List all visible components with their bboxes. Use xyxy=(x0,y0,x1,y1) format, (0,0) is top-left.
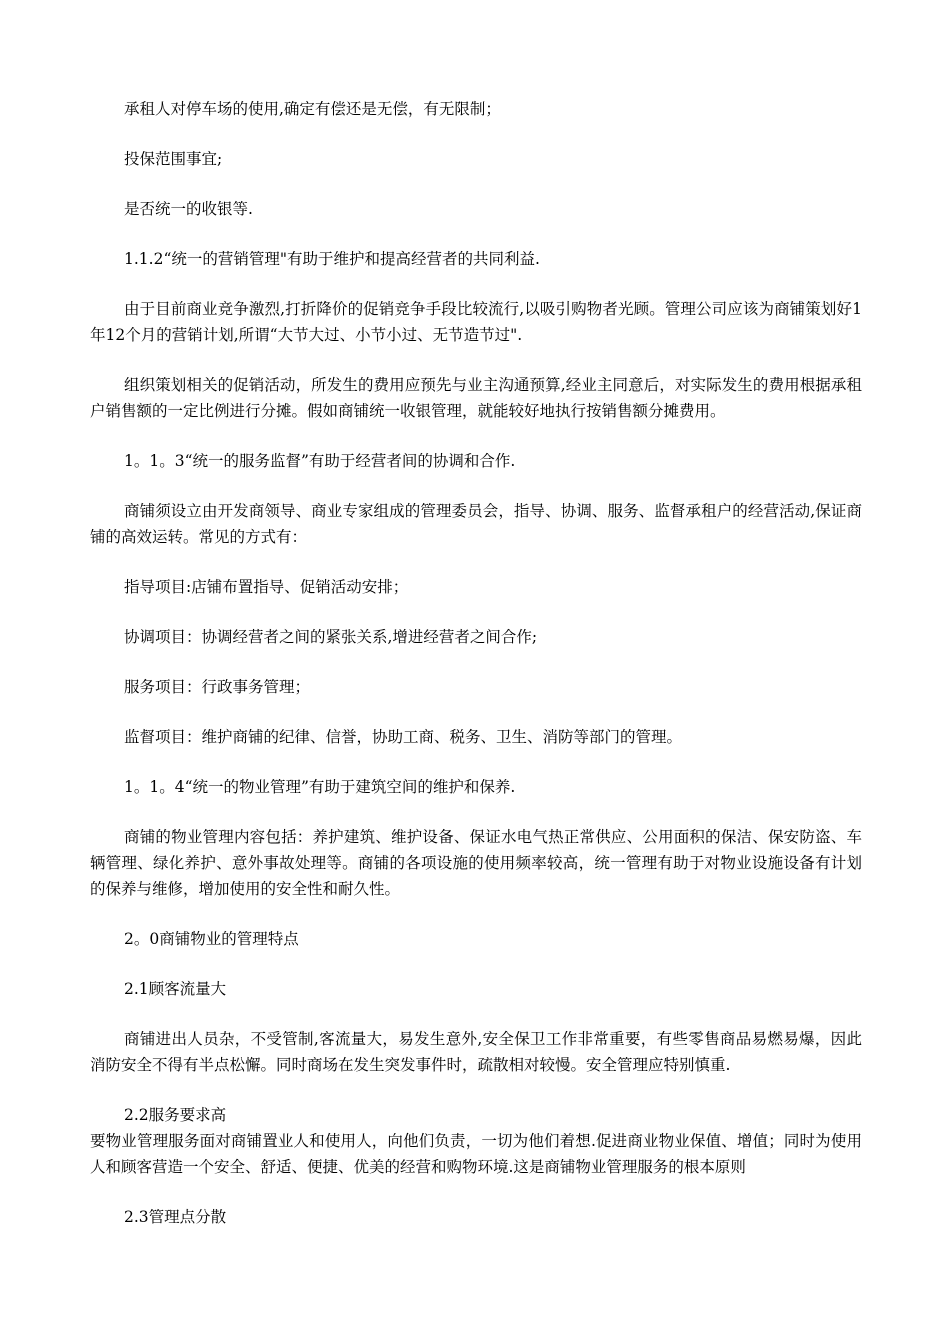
paragraph-service-requirements: 要物业管理服务面对商铺置业人和使用人，向他们负责，一切为他们着想.促进商业物业保值、增值；同时为使用人和顾客营造一个安全、舒适、便捷、优美的经营和购物环境.这是商铺物业管理服务的根本原则 xyxy=(90,1132,862,1176)
paragraph-service: 服务项目：行政事务管理； xyxy=(124,678,311,696)
heading-2-0: 2。0商铺物业的管理特点 xyxy=(124,930,299,948)
paragraph-guidance: 指导项目:店铺布置指导、促销活动安排； xyxy=(124,578,409,596)
heading-1-1-2: 1.1.2“统一的营销管理"有助于维护和提高经营者的共同利益. xyxy=(124,250,540,268)
paragraph-committee: 商铺须设立由开发商领导、商业专家组成的管理委员会，指导、协调、服务、监督承租户的经营活动,保证商铺的高效运转。常见的方式有： xyxy=(90,502,862,546)
paragraph-coordination: 协调项目：协调经营者之间的紧张关系,增进经营者之间合作; xyxy=(124,628,538,646)
paragraph-promotion: 组织策划相关的促销活动，所发生的费用应预先与业主沟通预算,经业主同意后，对实际发生的费用根据承租户销售额的一定比例进行分摊。假如商铺统一收银管理，就能较好地执行按销售额分摊费用。 xyxy=(90,376,862,420)
heading-2-1: 2.1顾客流量大 xyxy=(124,980,227,998)
paragraph-supervision: 监督项目：维护商铺的纪律、信誉，协助工商、税务、卫生、消防等部门的管理。 xyxy=(124,728,683,746)
paragraph-cashier: 是否统一的收银等. xyxy=(124,200,253,218)
heading-1-1-4: 1。1。4“统一的物业管理”有助于建筑空间的维护和保养. xyxy=(124,778,516,796)
heading-2-3: 2.3管理点分散 xyxy=(124,1208,227,1226)
heading-1-1-3: 1。1。3“统一的服务监督”有助于经营者间的协调和合作. xyxy=(124,452,516,470)
paragraph-traffic: 商铺进出人员杂，不受管制,客流量大，易发生意外,安全保卫工作非常重要，有些零售商品易燃易爆，因此消防安全不得有半点松懈。同时商场在发生突发事件时，疏散相对较慢。安全管理应特别慎重. xyxy=(90,1030,862,1074)
paragraph-parking: 承租人对停车场的使用,确定有偿还是无偿，有无限制； xyxy=(124,100,501,118)
paragraph-property-management: 商铺的物业管理内容包括：养护建筑、维护设备、保证水电气热正常供应、公用面积的保洁、保安防盗、车辆管理、绿化养护、意外事故处理等。商铺的各项设施的使用频率较高，统一管理有助于对物业设施设备有计划的保养与维修，增加使用的安全性和耐久性。 xyxy=(90,828,862,898)
heading-2-2: 2.2服务要求高 xyxy=(124,1106,227,1124)
paragraph-insurance: 投保范围事宜; xyxy=(124,150,223,168)
paragraph-marketing: 由于目前商业竞争激烈,打折降价的促销竞争手段比较流行,以吸引购物者光顾。管理公司应该为商铺策划好1年12个月的营销计划,所谓“大节大过、小节小过、无节造节过". xyxy=(90,300,862,344)
document-body xyxy=(90,96,862,1254)
